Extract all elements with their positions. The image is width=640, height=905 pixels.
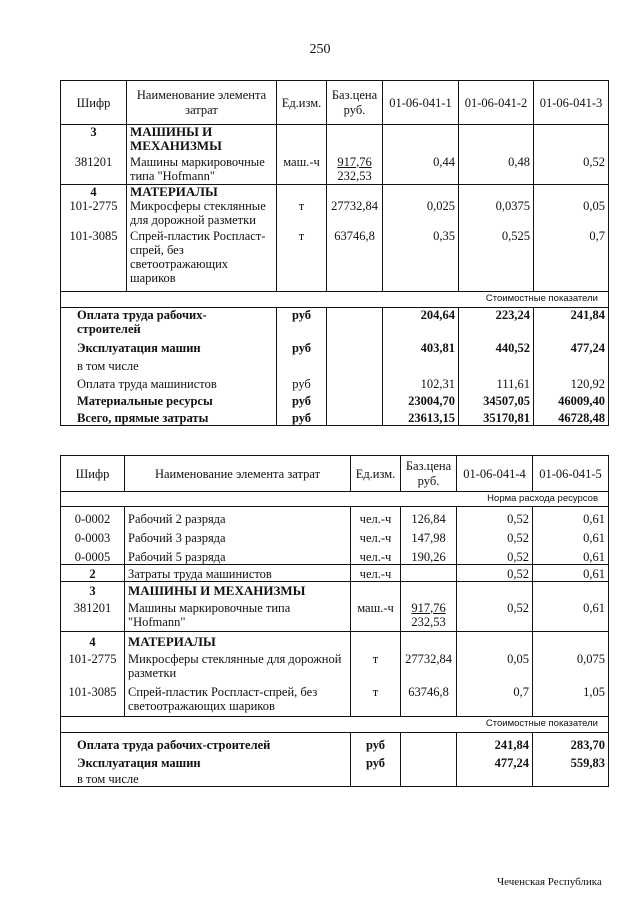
table-row: 0-0003 Рабочий 3 разряда чел.-ч 147,98 0,52 0,61 — [61, 526, 609, 545]
section-title: МАШИНЫ И МЕХАНИЗМЫ — [125, 582, 351, 598]
header-unit: Ед.изм. — [277, 81, 327, 125]
norms-table-1 — [60, 80, 609, 426]
table-row: 381201 Машины маркировочные типа "Hofmann" маш.-ч 917,76 232,53 0,52 0,61 — [61, 598, 609, 632]
incl-row: в том числе — [61, 770, 609, 787]
header-price: Баз.цена руб. — [327, 81, 383, 125]
footer-region: Чеченская Республика — [497, 876, 602, 888]
table-row: 101-3085 Спрей-пластик Роспласт- спрей, без светоотражающих шариков т 63746,8 0,35 0,525 0,7 — [61, 229, 609, 291]
header-name: Наименование элемента затрат — [125, 456, 351, 492]
section-row-machines: 3 МАШИНЫ И МЕХАНИЗМЫ — [61, 125, 609, 155]
norm-note-row — [61, 492, 609, 507]
header-name: Наименование элемента затрат — [127, 81, 277, 125]
header-code: Шифр — [61, 81, 127, 125]
header-code: Шифр — [61, 456, 125, 492]
total-row-machines: Эксплуатация машин руб 477,24 559,83 — [61, 752, 609, 770]
cost-indicators-label: Стоимостные показатели — [61, 291, 609, 307]
table-row: 101-2775 Микросферы стеклянные для дорожной разметки т 27732,84 0,05 0,075 — [61, 649, 609, 683]
header-col-041-1: 01-06-041-1 — [383, 81, 459, 125]
total-row-labor: Оплата труда рабочих-строителей руб 241,84 283,70 — [61, 733, 609, 752]
header-col-041-2: 01-06-041-2 — [459, 81, 534, 125]
total-row-machines: Эксплуатация машин руб 403,81 440,52 477,24 — [61, 337, 609, 355]
header-col-041-5: 01-06-041-5 — [533, 456, 609, 492]
total-row-labor: Оплата труда рабочих- строителей руб 204,64 223,24 241,84 — [61, 307, 609, 337]
header-unit: Ед.изм. — [351, 456, 401, 492]
cost-indicators-label: Стоимостные показатели — [61, 717, 609, 733]
total-row-operators: Оплата труда машинистов руб 102,31 111,61 120,92 — [61, 373, 609, 391]
norms-table-2 — [60, 455, 609, 787]
page-number: 250 — [309, 42, 331, 57]
norm-label: Норма расхода ресурсов — [61, 492, 609, 507]
incl-row: в том числе — [61, 355, 609, 373]
table-row: 0-0002 Рабочий 2 разряда чел.-ч 126,84 0,52 0,61 — [61, 507, 609, 526]
section-title: МАШИНЫ И МЕХАНИЗМЫ — [127, 125, 277, 155]
header-col-041-3: 01-06-041-3 — [534, 81, 609, 125]
section-title: МАТЕРИАЛЫ — [127, 185, 277, 200]
total-row-materials: Материальные ресурсы руб 23004,70 34507,05 46009,40 — [61, 391, 609, 408]
table-row: 381201 Машины маркировочные типа "Hofmann" маш.-ч 917,76 232,53 0,44 0,48 0,52 — [61, 155, 609, 185]
table-row: 101-2775 Микросферы стеклянные для дорожной разметки т 27732,84 0,025 0,0375 0,05 — [61, 199, 609, 229]
section-row-machines: 3 МАШИНЫ И МЕХАНИЗМЫ — [61, 582, 609, 598]
section-row-materials: 4 МАТЕРИАЛЫ — [61, 185, 609, 200]
cost-indicators-row — [61, 291, 609, 307]
table-row: 101-3085 Спрей-пластик Роспласт-спрей, без светоотражающих шариков т 63746,8 0,7 1,05 — [61, 683, 609, 717]
table-header-row — [61, 81, 609, 125]
table-row: 0-0005 Рабочий 5 разряда чел.-ч 190,26 0,52 0,61 — [61, 545, 609, 565]
header-col-041-4: 01-06-041-4 — [457, 456, 533, 492]
section-title: МАТЕРИАЛЫ — [125, 632, 351, 649]
section-row-operators: 2 Затраты труда машинистов чел.-ч 0,52 0,61 — [61, 565, 609, 582]
total-row-direct-costs: Всего, прямые затраты руб 23613,15 35170,81 46728,48 — [61, 408, 609, 425]
header-price: Баз.цена руб. — [401, 456, 457, 492]
cost-indicators-row — [61, 717, 609, 733]
table-header-row — [61, 456, 609, 492]
section-row-materials: 4 МАТЕРИАЛЫ — [61, 632, 609, 649]
